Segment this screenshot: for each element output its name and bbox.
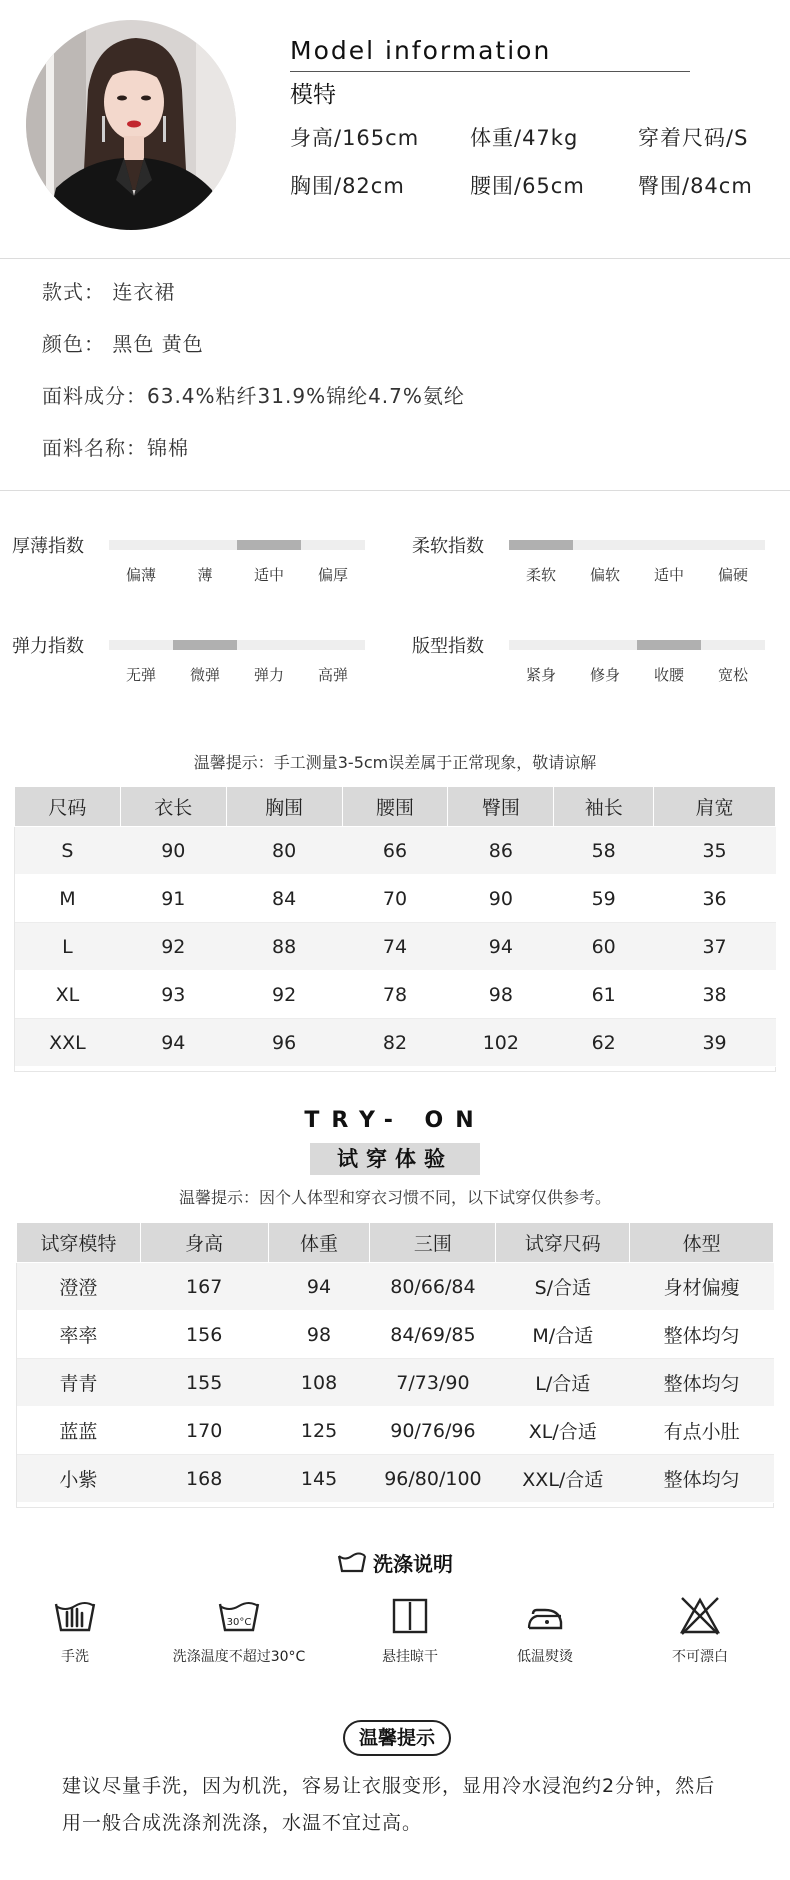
tips-text: [62, 1768, 752, 1842]
table-cell: 62: [554, 1019, 654, 1067]
table-row: [17, 1359, 774, 1407]
index-tick: 偏硬: [717, 566, 748, 584]
wash-item: [40, 1596, 110, 1666]
model-stats-row: [290, 122, 753, 170]
index-tick: 微弹: [189, 666, 220, 684]
table-cell: 102: [448, 1019, 554, 1067]
model-info-title: Model information: [290, 36, 552, 65]
table-cell: 37: [654, 923, 776, 971]
table-cell: 125: [268, 1407, 370, 1455]
table-cell: 94: [448, 923, 554, 971]
index-marker: [509, 540, 573, 550]
index-marker: [173, 640, 237, 650]
index-tick: 弹力: [253, 666, 284, 684]
index-ticks: [509, 564, 765, 585]
table-cell: XXL: [15, 1019, 121, 1067]
hand-wash-icon: [53, 1596, 97, 1636]
wash-item-label: 手洗: [61, 1649, 89, 1665]
table-cell: 70: [342, 875, 448, 923]
table-header-cell: 衣长: [120, 787, 226, 827]
index-track: [109, 540, 365, 550]
model-size: 穿着尺码/S: [638, 126, 749, 150]
wash-temperature-icon: [217, 1596, 261, 1636]
tryon-title: TRY- ON: [304, 1108, 486, 1133]
table-row: [15, 875, 776, 923]
tips-line: 建议尽量手洗，因为机洗，容易让衣服变形，显用冷水浸泡约2分钟，然后: [62, 1775, 716, 1797]
no-bleach-icon: [678, 1596, 722, 1636]
wash-item: [164, 1596, 314, 1666]
table-header-cell: 体重: [268, 1223, 370, 1263]
table-header-cell: 身高: [140, 1223, 268, 1263]
index-tick: 紧身: [525, 666, 556, 684]
index-tick: 高弹: [317, 666, 348, 684]
table-cell: 身材偏瘦: [630, 1263, 774, 1311]
table-header-cell: 袖长: [554, 787, 654, 827]
tips-line: 用一般合成洗涤剂洗涤，水温不宜过高。: [62, 1812, 423, 1834]
model-information-section: [0, 0, 790, 258]
table-cell: 98: [448, 971, 554, 1019]
index-tick: 偏软: [589, 566, 620, 584]
table-header-cell: 试穿模特: [17, 1223, 141, 1263]
table-cell: 108: [268, 1359, 370, 1407]
table-cell: 168: [140, 1455, 268, 1503]
table-header-cell: 腰围: [342, 787, 448, 827]
table-cell: 青青: [17, 1359, 141, 1407]
table-cell: 60: [554, 923, 654, 971]
index-tick: 适中: [653, 566, 684, 584]
table-cell: 整体均匀: [630, 1455, 774, 1503]
table-row: [17, 1455, 774, 1503]
table-row: [17, 1263, 774, 1311]
table-cell: 80: [226, 827, 342, 875]
table-cell: 小紫: [17, 1455, 141, 1503]
table-cell: 167: [140, 1263, 268, 1311]
table-header-row: [15, 787, 776, 827]
table-cell: 有点小肚: [630, 1407, 774, 1455]
table-cell: 93: [120, 971, 226, 1019]
wash-basin-icon: [337, 1552, 367, 1579]
model-label: 模特: [290, 82, 336, 108]
section-divider: [0, 258, 790, 259]
index-tick: 偏厚: [317, 566, 348, 584]
low-iron-icon: [523, 1596, 567, 1636]
table-cell: 92: [120, 923, 226, 971]
index-ticks: [109, 664, 365, 685]
table-cell: L/合适: [496, 1359, 630, 1407]
table-cell: 86: [448, 827, 554, 875]
table-cell: 74: [342, 923, 448, 971]
tips-badge: 温馨提示: [343, 1720, 451, 1756]
wash-item-label: 悬挂晾干: [382, 1649, 438, 1665]
wash-item-label: 低温熨烫: [517, 1649, 573, 1665]
product-fabric: 面料成分：63.4%粘纤31.9%锦纶4.7%氨纶: [42, 384, 465, 408]
table-cell: 59: [554, 875, 654, 923]
table-cell: XL: [15, 971, 121, 1019]
table-header-cell: 胸围: [226, 787, 342, 827]
tryon-subtitle: 试穿体验: [310, 1143, 480, 1175]
table-cell: 率率: [17, 1311, 141, 1359]
table-cell: 98: [268, 1311, 370, 1359]
index-ticks: [509, 664, 765, 685]
table-cell: 91: [120, 875, 226, 923]
svg-text:30°C: 30°C: [226, 1617, 252, 1628]
table-cell: 96: [226, 1019, 342, 1067]
table-cell: XXL/合适: [496, 1455, 630, 1503]
table-cell: 145: [268, 1455, 370, 1503]
index-label: 版型指数: [412, 636, 484, 657]
index-label: 柔软指数: [412, 536, 484, 557]
index-track: [509, 640, 765, 650]
index-tick: 柔软: [525, 566, 556, 584]
fit-index: [412, 634, 772, 694]
table-header-cell: 体型: [630, 1223, 774, 1263]
table-header-cell: 试穿尺码: [496, 1223, 630, 1263]
table-row: [15, 971, 776, 1019]
table-cell: M/合适: [496, 1311, 630, 1359]
table-cell: 96/80/100: [370, 1455, 496, 1503]
table-cell: 66: [342, 827, 448, 875]
table-cell: M: [15, 875, 121, 923]
model-stats-row: [290, 170, 753, 218]
table-cell: 蓝蓝: [17, 1407, 141, 1455]
table-cell: 61: [554, 971, 654, 1019]
table-header-row: [17, 1223, 774, 1263]
index-label: 弹力指数: [12, 636, 84, 657]
table-row: [15, 923, 776, 971]
table-cell: 82: [342, 1019, 448, 1067]
table-cell: 88: [226, 923, 342, 971]
table-header-cell: 尺码: [15, 787, 121, 827]
model-waist: 腰围/65cm: [470, 174, 585, 198]
index-track: [109, 640, 365, 650]
table-header-cell: 肩宽: [654, 787, 776, 827]
index-tick: 适中: [253, 566, 284, 584]
index-label: 厚薄指数: [12, 536, 84, 557]
table-cell: 36: [654, 875, 776, 923]
table-cell: 78: [342, 971, 448, 1019]
title-divider: [290, 71, 690, 72]
washing-title: [0, 1548, 790, 1579]
model-stats: [290, 122, 753, 218]
table-cell: 155: [140, 1359, 268, 1407]
model-height: 身高/165cm: [290, 126, 420, 150]
tryon-table: [16, 1222, 774, 1503]
table-cell: 84/69/85: [370, 1311, 496, 1359]
table-cell: 94: [268, 1263, 370, 1311]
table-cell: 84: [226, 875, 342, 923]
table-cell: 90: [448, 875, 554, 923]
table-cell: 35: [654, 827, 776, 875]
table-cell: S/合适: [496, 1263, 630, 1311]
product-color: 颜色： 黑色 黄色: [42, 332, 204, 356]
model-bust: 胸围/82cm: [290, 174, 405, 198]
index-tick: 薄: [197, 566, 213, 584]
table-cell: XL/合适: [496, 1407, 630, 1455]
table-cell: 58: [554, 827, 654, 875]
index-tick: 宽松: [717, 666, 748, 684]
table-cell: 94: [120, 1019, 226, 1067]
wash-item: [660, 1596, 740, 1666]
index-tick: 收腰: [653, 666, 684, 684]
table-cell: 39: [654, 1019, 776, 1067]
wash-item-label: 洗涤温度不超过30°C: [172, 1649, 306, 1665]
table-cell: 80/66/84: [370, 1263, 496, 1311]
table-cell: 澄澄: [17, 1263, 141, 1311]
table-row: [17, 1407, 774, 1455]
section-divider: [0, 490, 790, 491]
table-cell: S: [15, 827, 121, 875]
model-photo: [26, 20, 236, 230]
table-cell: 170: [140, 1407, 268, 1455]
thickness-index: [12, 534, 372, 594]
table-header-cell: 臀围: [448, 787, 554, 827]
size-table: [14, 786, 776, 1067]
table-cell: 38: [654, 971, 776, 1019]
table-cell: 156: [140, 1311, 268, 1359]
product-fabric-name: 面料名称：锦棉: [42, 436, 189, 460]
table-cell: 整体均匀: [630, 1359, 774, 1407]
table-cell: 整体均匀: [630, 1311, 774, 1359]
index-tick: 偏薄: [125, 566, 156, 584]
model-weight: 体重/47kg: [470, 126, 579, 150]
wash-item: [505, 1596, 585, 1666]
table-cell: L: [15, 923, 121, 971]
index-tick: 无弹: [125, 666, 156, 684]
hang-dry-icon: [390, 1596, 430, 1636]
table-cell: 7/73/90: [370, 1359, 496, 1407]
softness-index: [412, 534, 772, 594]
wash-item: [370, 1596, 450, 1666]
index-marker: [237, 540, 301, 550]
index-tick: 修身: [589, 666, 620, 684]
table-cell: 92: [226, 971, 342, 1019]
table-row: [15, 827, 776, 875]
index-marker: [637, 640, 701, 650]
product-style: 款式： 连衣裙: [42, 280, 176, 304]
index-ticks: [109, 564, 365, 585]
wash-item-label: 不可漂白: [672, 1649, 728, 1665]
table-cell: 90: [120, 827, 226, 875]
elasticity-index: [12, 634, 372, 694]
index-track: [509, 540, 765, 550]
table-cell: 90/76/96: [370, 1407, 496, 1455]
table-row: [15, 1019, 776, 1067]
model-hip: 臀围/84cm: [638, 174, 753, 198]
product-info: [42, 276, 465, 484]
size-note: 温馨提示：手工测量3-5cm误差属于正常现象，敬请谅解: [193, 753, 597, 772]
table-header-cell: 三围: [370, 1223, 496, 1263]
washing-title-text: 洗涤说明: [373, 1552, 453, 1576]
table-row: [17, 1311, 774, 1359]
tryon-note: 温馨提示：因个人体型和穿衣习惯不同，以下试穿仅供参考。: [178, 1188, 611, 1207]
